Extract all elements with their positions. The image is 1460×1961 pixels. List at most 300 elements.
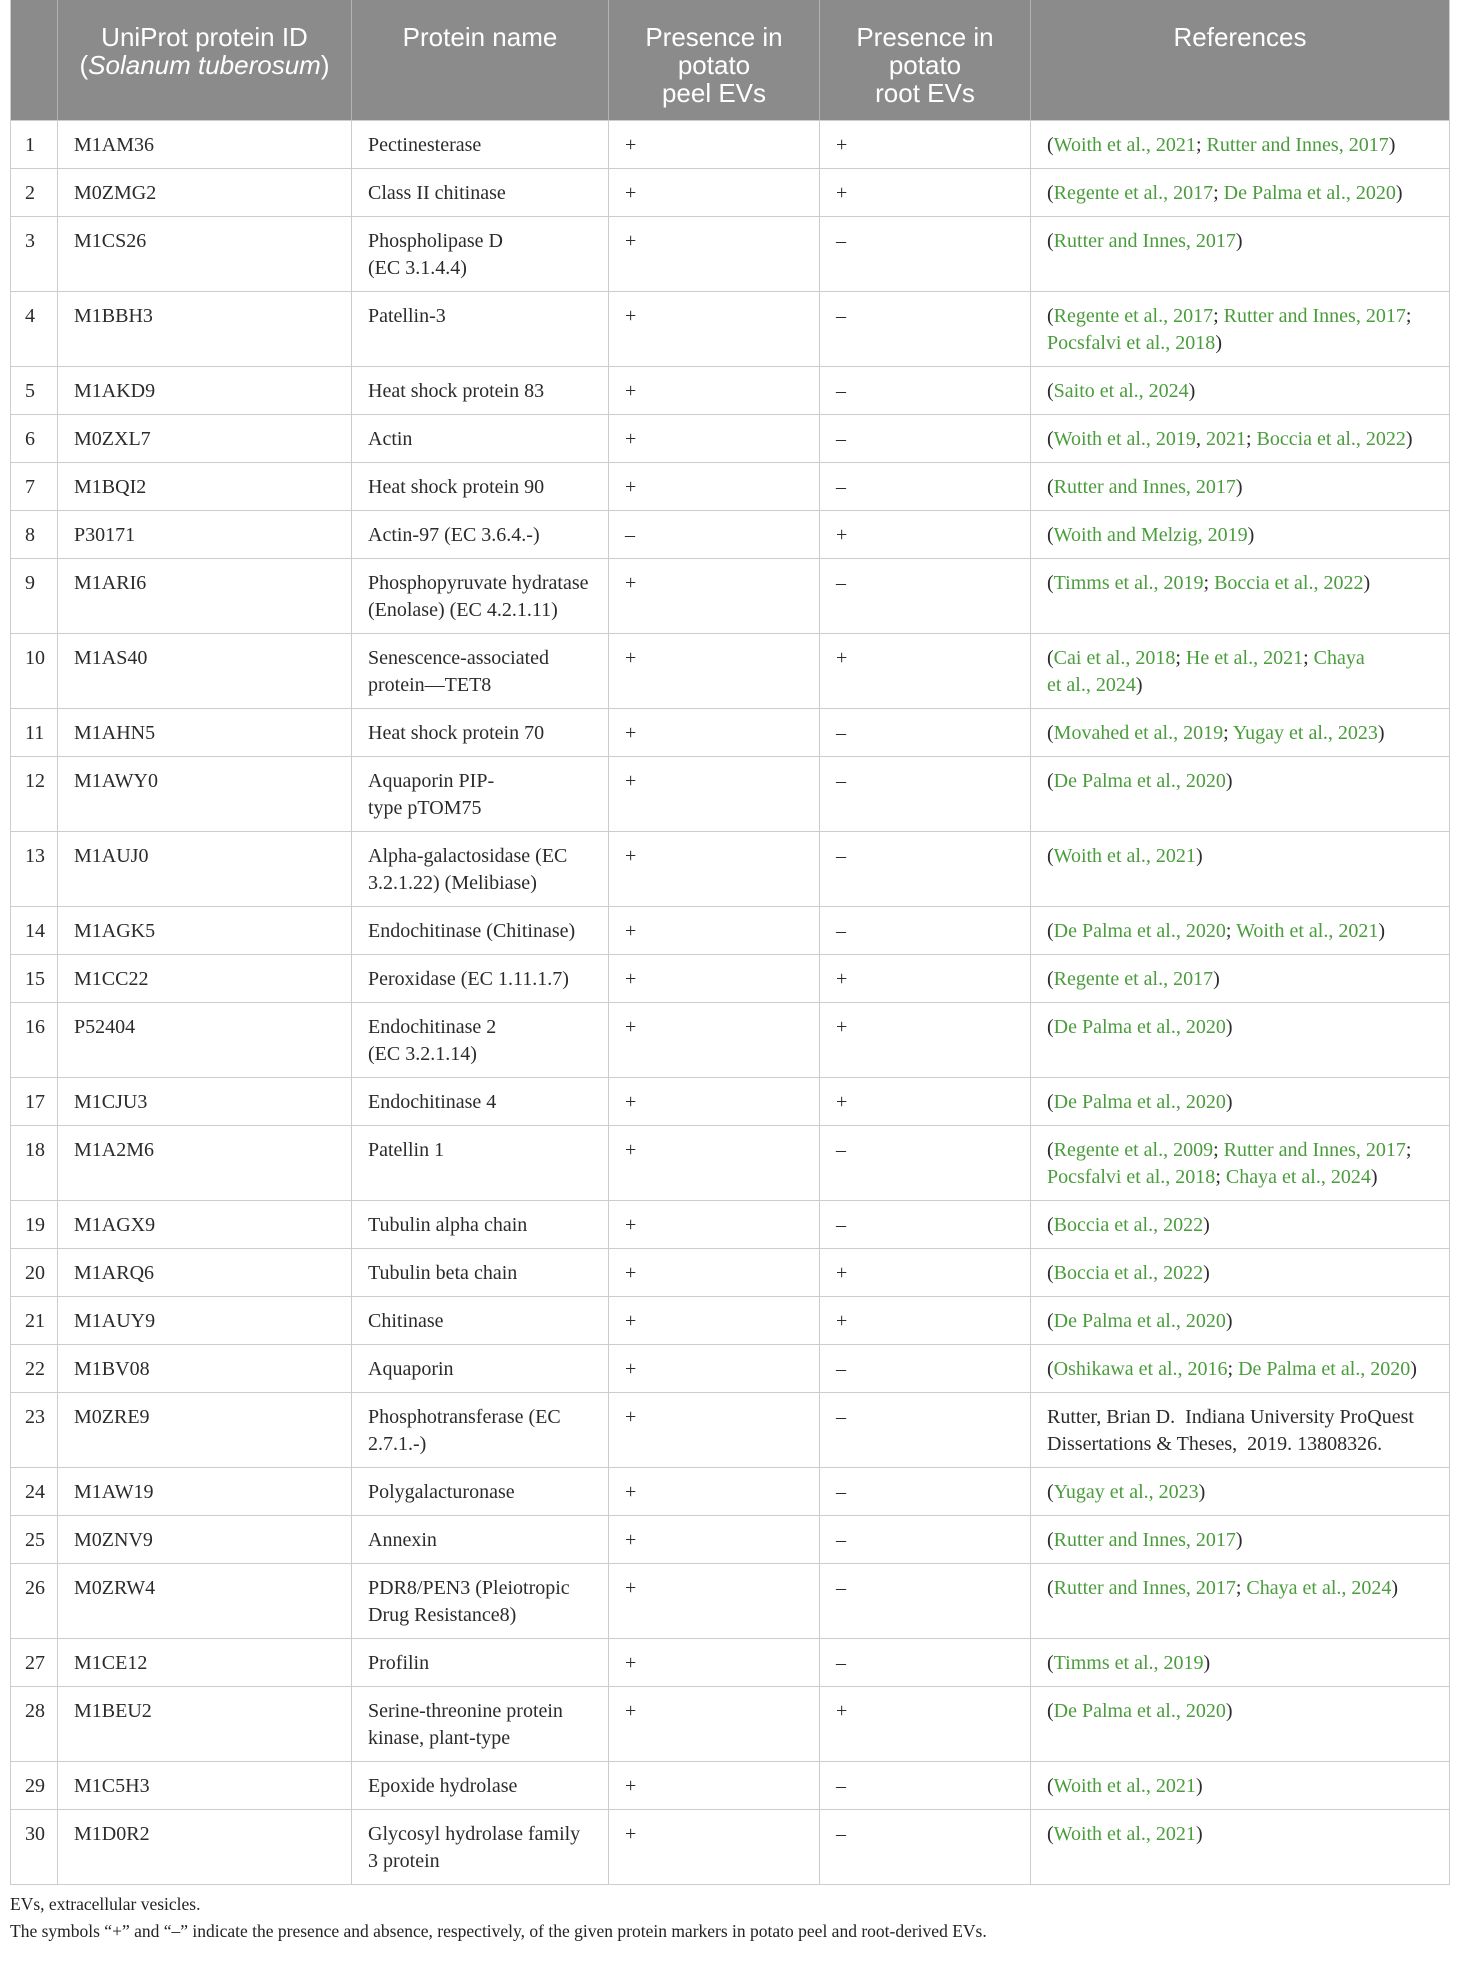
cell-references [1031, 1077, 1450, 1125]
cell-references [1031, 291, 1450, 366]
citation-punctuation: ) [1203, 1213, 1210, 1236]
cell-protein-name: Patellin-3 [352, 291, 609, 366]
cell-protein-name: Chitinase [352, 1296, 609, 1344]
table-row [11, 414, 1450, 462]
cell-uniprot-id: M1AM36 [58, 120, 352, 168]
citation-punctuation: ( [1047, 1774, 1054, 1797]
cell-root-presence: – [820, 756, 1031, 831]
table-row [11, 462, 1450, 510]
citation-punctuation: ; [1213, 181, 1224, 204]
cell-uniprot-id: M1ARQ6 [58, 1248, 352, 1296]
cell-row-number: 19 [11, 1200, 58, 1248]
citation-link[interactable]: Regente et al., 2009 [1053, 1138, 1214, 1161]
cell-protein-name: Endochitinase (Chitinase) [352, 906, 609, 954]
cell-root-presence: + [820, 1077, 1031, 1125]
citation-punctuation: ) [1410, 1357, 1417, 1380]
cell-row-number: 15 [11, 954, 58, 1002]
cell-row-number: 24 [11, 1467, 58, 1515]
cell-peel-presence: + [609, 462, 820, 510]
cell-peel-presence: + [609, 1392, 820, 1467]
cell-protein-name: Phosphopyruvate hydratase (Enolase) (EC 4.2.1.11) [352, 558, 609, 633]
cell-peel-presence: + [609, 291, 820, 366]
citation-punctuation: ) [1377, 721, 1385, 744]
table-row [11, 291, 1450, 366]
citation-punctuation: ( [1047, 1309, 1054, 1332]
header-protein-name [352, 0, 609, 120]
cell-uniprot-id: M1AKD9 [58, 366, 352, 414]
cell-row-number: 13 [11, 831, 58, 906]
cell-peel-presence: + [609, 120, 820, 168]
citation-punctuation: ( [1047, 967, 1054, 990]
cell-peel-presence: + [609, 831, 820, 906]
cell-peel-presence: + [609, 1515, 820, 1563]
cell-references [1031, 1563, 1450, 1638]
citation-punctuation: ; [1235, 1576, 1247, 1599]
citation-link[interactable]: Chaya et al., 2024 [1225, 1165, 1371, 1188]
header-row [11, 0, 1450, 120]
cell-protein-name: Glycosyl hydrolase family 3 protein [352, 1809, 609, 1884]
table-row [11, 168, 1450, 216]
citation-link[interactable]: Pocsfalvi et al., 2018 [1047, 331, 1216, 354]
citation-punctuation: ; [1195, 133, 1207, 156]
cell-uniprot-id: M0ZXL7 [58, 414, 352, 462]
citation-link[interactable]: Oshikawa et al., 2016 [1053, 1357, 1228, 1380]
header-number [11, 0, 58, 120]
citation-link[interactable]: De Palma et al., 2020 [1053, 919, 1226, 942]
cell-root-presence: – [820, 1200, 1031, 1248]
citation-punctuation: ( [1047, 475, 1054, 498]
cell-protein-name: Phosphotransferase (EC 2.7.1.-) [352, 1392, 609, 1467]
citation-link[interactable]: Woith et al., 2021 [1053, 844, 1196, 867]
header-peel-presence-label: Presence in potato peel EVs [645, 22, 783, 108]
citation-link[interactable]: Regente et al., 2017 [1053, 967, 1214, 990]
citation-link[interactable]: 2021 [1205, 427, 1246, 450]
cell-uniprot-id: M0ZNV9 [58, 1515, 352, 1563]
cell-row-number: 11 [11, 708, 58, 756]
citation-link[interactable]: Woith et al., 2021 [1053, 1822, 1196, 1845]
cell-references [1031, 168, 1450, 216]
cell-protein-name: Aquaporin [352, 1344, 609, 1392]
cell-uniprot-id: M1CE12 [58, 1638, 352, 1686]
cell-peel-presence: + [609, 216, 820, 291]
cell-references [1031, 1761, 1450, 1809]
cell-uniprot-id: M1AUJ0 [58, 831, 352, 906]
citation-punctuation: ; [1225, 919, 1237, 942]
citation-link[interactable]: Movahed et al., 2019 [1053, 721, 1224, 744]
cell-protein-name: Senescence-associated protein—TET8 [352, 633, 609, 708]
cell-peel-presence: + [609, 1638, 820, 1686]
table-body [11, 120, 1450, 1884]
cell-row-number: 27 [11, 1638, 58, 1686]
citation-link[interactable]: De Palma et al., 2020 [1053, 1699, 1226, 1722]
citation-link[interactable]: Woith et al., 2021 [1053, 1774, 1196, 1797]
cell-references [1031, 954, 1450, 1002]
citation-punctuation: ) [1225, 1699, 1233, 1722]
cell-row-number: 26 [11, 1563, 58, 1638]
cell-peel-presence: + [609, 414, 820, 462]
species-open-paren: ( [79, 50, 89, 80]
cell-peel-presence: + [609, 906, 820, 954]
cell-root-presence: – [820, 414, 1031, 462]
cell-references [1031, 414, 1450, 462]
cell-root-presence: – [820, 366, 1031, 414]
citation-punctuation: ( [1047, 181, 1054, 204]
cell-uniprot-id: M1AS40 [58, 633, 352, 708]
citation-punctuation: ; [1213, 1138, 1224, 1161]
footnote-symbols: The symbols “+” and “–” indicate the presence and absence, respectively, of the given protein markers in potato peel and root-derived EVs. [10, 1921, 987, 1941]
citation-link[interactable]: De Palma et al., 2020 [1053, 1309, 1226, 1332]
cell-protein-name: Aquaporin PIP- type pTOM75 [352, 756, 609, 831]
citation-punctuation: ( [1047, 523, 1054, 546]
table-row [11, 1467, 1450, 1515]
cell-root-presence: – [820, 1563, 1031, 1638]
cell-root-presence: + [820, 954, 1031, 1002]
cell-protein-name: Alpha-galactosidase (EC 3.2.1.22) (Melibiase) [352, 831, 609, 906]
cell-row-number: 2 [11, 168, 58, 216]
table-footnotes [10, 1891, 1450, 1945]
cell-root-presence: + [820, 510, 1031, 558]
cell-row-number: 28 [11, 1686, 58, 1761]
citation-punctuation: ( [1047, 769, 1054, 792]
cell-uniprot-id: M0ZRW4 [58, 1563, 352, 1638]
citation-link[interactable]: Boccia et al., 2022 [1053, 1261, 1204, 1284]
cell-protein-name: Annexin [352, 1515, 609, 1563]
cell-protein-name: Tubulin beta chain [352, 1248, 609, 1296]
cell-peel-presence: + [609, 954, 820, 1002]
table-row [11, 1296, 1450, 1344]
citation-punctuation: ( [1047, 229, 1054, 252]
cell-protein-name: Endochitinase 2 (EC 3.2.1.14) [352, 1002, 609, 1077]
citation-punctuation: ( [1047, 133, 1054, 156]
cell-protein-name: Actin [352, 414, 609, 462]
table-row [11, 120, 1450, 168]
citation-punctuation: ) [1370, 1165, 1378, 1188]
cell-row-number: 4 [11, 291, 58, 366]
cell-protein-name: Epoxide hydrolase [352, 1761, 609, 1809]
cell-row-number: 7 [11, 462, 58, 510]
cell-references [1031, 558, 1450, 633]
citation-link[interactable]: Yugay et al., 2023 [1053, 1480, 1199, 1503]
citation-punctuation: ( [1047, 1015, 1054, 1038]
cell-references [1031, 1248, 1450, 1296]
cell-uniprot-id: M1CJU3 [58, 1077, 352, 1125]
citation-punctuation: ; [1245, 427, 1257, 450]
citation-link[interactable]: Woith and Melzig, 2019 [1053, 523, 1248, 546]
cell-root-presence: + [820, 633, 1031, 708]
cell-references [1031, 366, 1450, 414]
citation-link[interactable]: De Palma et al., 2020 [1238, 1357, 1411, 1380]
table-row [11, 954, 1450, 1002]
cell-peel-presence: + [609, 633, 820, 708]
cell-row-number: 8 [11, 510, 58, 558]
cell-uniprot-id: M1CC22 [58, 954, 352, 1002]
citation-link[interactable]: De Palma et al., 2020 [1053, 769, 1226, 792]
citation-punctuation: ( [1047, 1357, 1054, 1380]
cell-uniprot-id: M1AWY0 [58, 756, 352, 831]
cell-protein-name: Endochitinase 4 [352, 1077, 609, 1125]
table-row [11, 1002, 1450, 1077]
citation-link[interactable]: Rutter and Innes, 2017 [1206, 133, 1389, 156]
reference-text: Rutter, Brian D. Indiana University ProQuest Dissertations & Theses, 2019. 13808326. [1047, 1405, 1414, 1455]
cell-uniprot-id: M1AHN5 [58, 708, 352, 756]
cell-peel-presence: – [609, 510, 820, 558]
citation-link[interactable]: Rutter and Innes, 2017 [1053, 475, 1236, 498]
citation-link[interactable]: Saito et al., 2024 [1053, 379, 1189, 402]
citation-punctuation: ) [1135, 673, 1143, 696]
cell-references [1031, 510, 1450, 558]
cell-row-number: 22 [11, 1344, 58, 1392]
cell-uniprot-id: M1C5H3 [58, 1761, 352, 1809]
citation-punctuation: ; [1223, 721, 1233, 744]
citation-punctuation: ) [1363, 571, 1371, 594]
cell-row-number: 5 [11, 366, 58, 414]
citation-punctuation: ( [1047, 571, 1054, 594]
citation-punctuation: ( [1047, 1576, 1054, 1599]
citation-link[interactable]: Woith et al., 2021 [1236, 919, 1379, 942]
header-protein-name-label: Protein name [402, 22, 558, 52]
citation-punctuation: ( [1047, 1213, 1054, 1236]
cell-peel-presence: + [609, 708, 820, 756]
citation-link[interactable]: De Palma et al., 2020 [1053, 1090, 1226, 1113]
citation-punctuation: ( [1047, 1651, 1054, 1674]
cell-peel-presence: + [609, 1002, 820, 1077]
cell-root-presence: + [820, 1248, 1031, 1296]
cell-references [1031, 756, 1450, 831]
cell-row-number: 9 [11, 558, 58, 633]
citation-link[interactable]: Timms et al., 2019 [1053, 571, 1204, 594]
table-row [11, 1638, 1450, 1686]
citation-link[interactable]: Rutter and Innes, 2017 [1223, 304, 1406, 327]
citation-link[interactable]: Chaya et al., 2024 [1246, 1576, 1392, 1599]
citation-punctuation: ) [1235, 1528, 1243, 1551]
cell-peel-presence: + [609, 1686, 820, 1761]
footnote-abbreviation: EVs, extracellular vesicles. [10, 1894, 201, 1914]
cell-root-presence: + [820, 1002, 1031, 1077]
header-peel-presence [609, 0, 820, 120]
cell-uniprot-id: M1AGX9 [58, 1200, 352, 1248]
cell-references [1031, 633, 1450, 708]
cell-references [1031, 1200, 1450, 1248]
citation-punctuation: ; [1405, 304, 1412, 327]
cell-references [1031, 1125, 1450, 1200]
citation-link[interactable]: Boccia et al., 2022 [1053, 1213, 1204, 1236]
table-row [11, 1686, 1450, 1761]
cell-peel-presence: + [609, 1467, 820, 1515]
cell-root-presence: – [820, 831, 1031, 906]
cell-uniprot-id: M1BBH3 [58, 291, 352, 366]
cell-protein-name: Heat shock protein 83 [352, 366, 609, 414]
citation-link[interactable]: Regente et al., 2017 [1053, 304, 1214, 327]
table-row [11, 1248, 1450, 1296]
table-container [10, 0, 1449, 1885]
citation-link[interactable]: Yugay et al., 2023 [1232, 721, 1378, 744]
citation-punctuation: , [1195, 427, 1206, 450]
citation-punctuation: ) [1203, 1261, 1210, 1284]
cell-row-number: 23 [11, 1392, 58, 1467]
citation-punctuation: ( [1047, 427, 1054, 450]
cell-uniprot-id: M1BQI2 [58, 462, 352, 510]
citation-punctuation: ) [1225, 769, 1233, 792]
citation-punctuation: ) [1395, 181, 1403, 204]
cell-peel-presence: + [609, 1344, 820, 1392]
cell-root-presence: + [820, 1686, 1031, 1761]
cell-row-number: 10 [11, 633, 58, 708]
cell-root-presence: – [820, 558, 1031, 633]
cell-uniprot-id: P30171 [58, 510, 352, 558]
citation-punctuation: ) [1198, 1480, 1206, 1503]
header-references-label: References [1173, 22, 1307, 52]
cell-root-presence: – [820, 1467, 1031, 1515]
header-uniprot-title: UniProt protein ID [101, 22, 308, 52]
citation-link[interactable]: Chaya et al., 2024 [1047, 646, 1365, 696]
citation-punctuation: ) [1203, 1651, 1211, 1674]
cell-row-number: 17 [11, 1077, 58, 1125]
cell-peel-presence: + [609, 558, 820, 633]
citation-punctuation: ) [1391, 1576, 1399, 1599]
cell-protein-name: Patellin 1 [352, 1125, 609, 1200]
citation-punctuation: ( [1047, 1480, 1054, 1503]
citation-punctuation: ) [1225, 1309, 1233, 1332]
table-row [11, 1809, 1450, 1884]
table-row [11, 708, 1450, 756]
cell-peel-presence: + [609, 1563, 820, 1638]
cell-uniprot-id: M1BEU2 [58, 1686, 352, 1761]
cell-peel-presence: + [609, 1761, 820, 1809]
cell-row-number: 30 [11, 1809, 58, 1884]
cell-references [1031, 708, 1450, 756]
header-root-presence [820, 0, 1031, 120]
cell-row-number: 12 [11, 756, 58, 831]
table-row [11, 633, 1450, 708]
cell-protein-name: Actin-97 (EC 3.6.4.-) [352, 510, 609, 558]
cell-peel-presence: + [609, 366, 820, 414]
citation-link[interactable]: He et al., 2021 [1185, 646, 1304, 669]
citation-punctuation: ( [1047, 1138, 1054, 1161]
cell-references [1031, 1686, 1450, 1761]
citation-link[interactable]: Woith et al., 2021 [1053, 133, 1196, 156]
citation-link[interactable]: Timms et al., 2019 [1053, 1651, 1204, 1674]
citation-link[interactable]: Rutter and Innes, 2017 [1223, 1138, 1406, 1161]
cell-root-presence: – [820, 1638, 1031, 1686]
citation-link[interactable]: Rutter and Innes, 2017 [1053, 1576, 1236, 1599]
cell-references [1031, 216, 1450, 291]
citation-punctuation: ) [1225, 1015, 1233, 1038]
cell-root-presence: – [820, 1809, 1031, 1884]
citation-link[interactable]: Pocsfalvi et al., 2018 [1047, 1165, 1216, 1188]
cell-references [1031, 906, 1450, 954]
citation-punctuation: ( [1047, 919, 1054, 942]
table-row [11, 1515, 1450, 1563]
cell-protein-name: Phospholipase D (EC 3.1.4.4) [352, 216, 609, 291]
cell-references [1031, 1002, 1450, 1077]
table-row [11, 1761, 1450, 1809]
cell-row-number: 6 [11, 414, 58, 462]
citation-punctuation: ) [1388, 133, 1396, 156]
cell-root-presence: – [820, 708, 1031, 756]
cell-references [1031, 1467, 1450, 1515]
citation-punctuation: ) [1213, 967, 1220, 990]
citation-link[interactable]: Boccia et al., 2022 [1214, 571, 1364, 594]
citation-punctuation: ) [1215, 331, 1222, 354]
citation-punctuation: ) [1195, 1774, 1203, 1797]
cell-references [1031, 1296, 1450, 1344]
cell-row-number: 16 [11, 1002, 58, 1077]
citation-punctuation: ) [1235, 229, 1243, 252]
cell-root-presence: – [820, 1761, 1031, 1809]
citation-link[interactable]: Regente et al., 2017 [1053, 181, 1214, 204]
cell-row-number: 29 [11, 1761, 58, 1809]
citation-link[interactable]: Boccia et al., 2022 [1256, 427, 1406, 450]
cell-root-presence: – [820, 291, 1031, 366]
header-species-line [66, 51, 343, 79]
cell-root-presence: – [820, 216, 1031, 291]
cell-row-number: 1 [11, 120, 58, 168]
cell-root-presence: – [820, 1515, 1031, 1563]
cell-references [1031, 1638, 1450, 1686]
cell-references [1031, 1515, 1450, 1563]
cell-references [1031, 1344, 1450, 1392]
cell-peel-presence: + [609, 1077, 820, 1125]
citation-link[interactable]: De Palma et al., 2020 [1053, 1015, 1226, 1038]
protein-table [10, 0, 1450, 1885]
table-row [11, 1344, 1450, 1392]
table-row [11, 558, 1450, 633]
table-row [11, 1392, 1450, 1467]
table-row [11, 906, 1450, 954]
citation-link[interactable]: Rutter and Innes, 2017 [1053, 229, 1236, 252]
cell-uniprot-id: M1ARI6 [58, 558, 352, 633]
citation-punctuation: ( [1047, 721, 1054, 744]
cell-root-presence: + [820, 120, 1031, 168]
citation-link[interactable]: De Palma et al., 2020 [1223, 181, 1396, 204]
citation-link[interactable]: Cai et al., 2018 [1053, 646, 1176, 669]
table-row [11, 1563, 1450, 1638]
citation-punctuation: ) [1195, 844, 1203, 867]
cell-peel-presence: + [609, 168, 820, 216]
cell-protein-name: Peroxidase (EC 1.11.1.7) [352, 954, 609, 1002]
citation-punctuation: ( [1047, 1261, 1054, 1284]
citation-punctuation: ) [1235, 475, 1243, 498]
table-row [11, 1200, 1450, 1248]
citation-punctuation: ; [1227, 1357, 1239, 1380]
cell-row-number: 18 [11, 1125, 58, 1200]
citation-punctuation: ; [1203, 571, 1215, 594]
table-row [11, 366, 1450, 414]
citation-punctuation: ) [1225, 1090, 1233, 1113]
citation-punctuation: ; [1213, 304, 1224, 327]
cell-root-presence: – [820, 1392, 1031, 1467]
table-row [11, 756, 1450, 831]
cell-root-presence: + [820, 1296, 1031, 1344]
cell-references [1031, 120, 1450, 168]
citation-punctuation: ) [1247, 523, 1255, 546]
citation-punctuation: ) [1195, 1822, 1203, 1845]
cell-root-presence: + [820, 168, 1031, 216]
cell-protein-name: Serine-threonine protein kinase, plant-type [352, 1686, 609, 1761]
table-row [11, 216, 1450, 291]
table-row [11, 510, 1450, 558]
table-header [11, 0, 1450, 120]
citation-punctuation: ( [1047, 1822, 1054, 1845]
citation-link[interactable]: Rutter and Innes, 2017 [1053, 1528, 1236, 1551]
citation-punctuation: ( [1047, 844, 1054, 867]
cell-protein-name: Polygalacturonase [352, 1467, 609, 1515]
cell-row-number: 14 [11, 906, 58, 954]
cell-uniprot-id: M1A2M6 [58, 1125, 352, 1200]
cell-root-presence: – [820, 462, 1031, 510]
citation-link[interactable]: Woith et al., 2019 [1053, 427, 1196, 450]
cell-root-presence: – [820, 906, 1031, 954]
